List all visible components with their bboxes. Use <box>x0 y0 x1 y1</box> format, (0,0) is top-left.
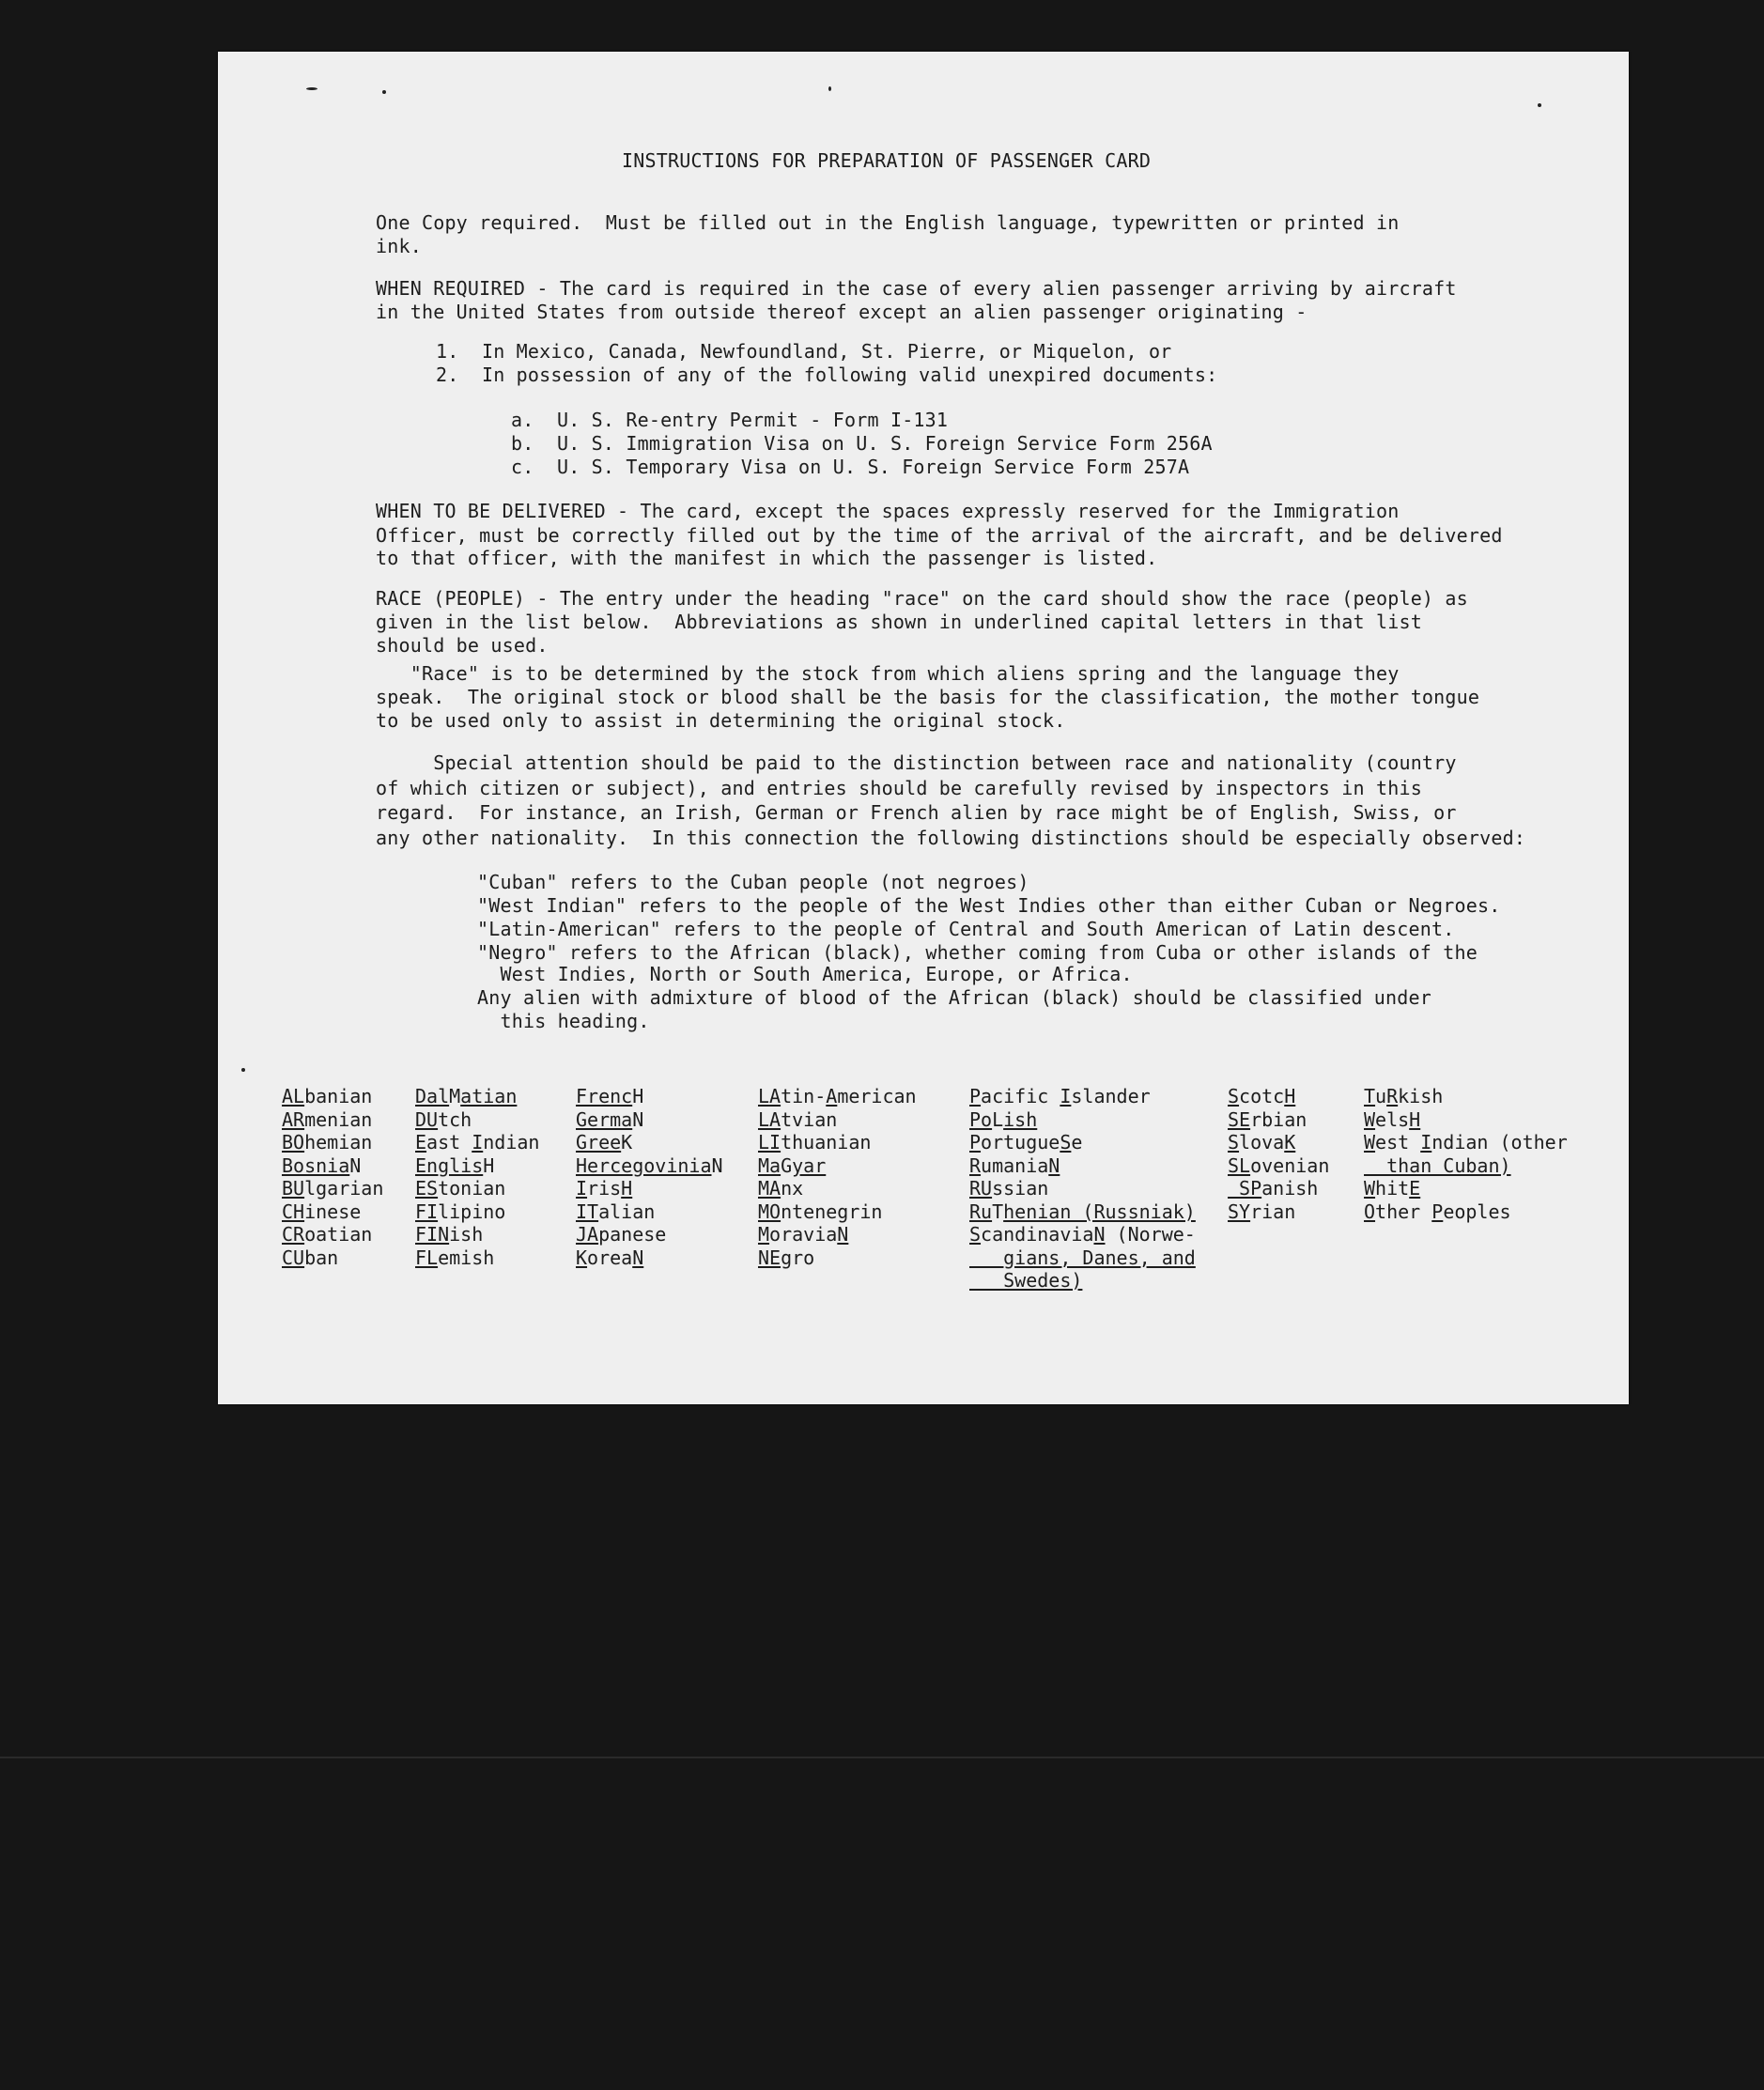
race-entry: DUtch <box>415 1107 472 1131</box>
race-column-5 <box>969 1085 1196 1293</box>
race-entry: SPanish <box>1228 1177 1319 1200</box>
numbered-item-2: 2. In possession of any of the following valid unexpired documents: <box>436 364 1218 386</box>
film-edge-line <box>0 1757 1764 1758</box>
race-entry: SLovenian <box>1228 1153 1330 1177</box>
race-entry: MOntenegrin <box>758 1200 883 1223</box>
race-entry: West Indian (other <box>1364 1131 1568 1153</box>
race-column-6 <box>1228 1085 1329 1223</box>
race-entry: PortugueSe <box>969 1131 1083 1153</box>
special-line-1: Special attention should be paid to the distinction between race and nationality (country <box>376 751 1457 774</box>
race-entry: DalMatian <box>415 1085 518 1107</box>
race-entry: ARmenian <box>282 1107 373 1131</box>
race-entry: ScotcH <box>1228 1085 1296 1107</box>
race-entry: RuThenian (Russniak) <box>969 1200 1196 1223</box>
lettered-item-a: a. U. S. Re-entry Permit - Form I-131 <box>511 409 949 431</box>
when-delivered-line-1: WHEN TO BE DELIVERED - The card, except the spaces expressly reserved for the Immigration <box>376 500 1400 522</box>
lettered-item-c: c. U. S. Temporary Visa on U. S. Foreign Service Form 257A <box>511 456 1190 478</box>
race-entry: GreeK <box>576 1131 633 1153</box>
speck <box>382 90 386 94</box>
race-column-2 <box>415 1085 539 1269</box>
race-def-line-2: speak. The original stock or blood shall be the basis for the classification, the mother tongue <box>376 686 1480 708</box>
race-people-line-3: should be used. <box>376 634 549 657</box>
lettered-item-b: b. U. S. Immigration Visa on U. S. Foreign Service Form 256A <box>511 432 1213 455</box>
distinction-line-2: "West Indian" refers to the people of the West Indies other than either Cuban or Negroes. <box>477 894 1501 917</box>
race-column-3 <box>576 1085 723 1269</box>
special-line-4: any other nationality. In this connection the following distinctions should be especially observed: <box>376 827 1526 849</box>
speck <box>828 86 831 91</box>
race-entry: BUlgarian <box>282 1177 384 1200</box>
race-entry: MoraviaN <box>758 1223 849 1246</box>
race-entry: RUssian <box>969 1177 1049 1200</box>
race-entry: WhitE <box>1364 1177 1421 1200</box>
race-entry: BOhemian <box>282 1131 373 1153</box>
race-entry: gians, Danes, and <box>969 1246 1196 1269</box>
special-line-2: of which citizen or subject), and entries should be carefully revised by inspectors in this <box>376 777 1422 799</box>
intro-line-2: ink. <box>376 235 422 257</box>
document-page <box>218 52 1629 1404</box>
speck <box>306 87 317 90</box>
race-entry: FINish <box>415 1223 484 1246</box>
race-entry: CRoatian <box>282 1223 373 1246</box>
race-entry: LAtvian <box>758 1107 838 1131</box>
race-entry: HercegoviniaN <box>576 1153 723 1177</box>
race-entry: GermaN <box>576 1107 644 1131</box>
race-entry: EnglisH <box>415 1153 495 1177</box>
race-entry: SYrian <box>1228 1200 1296 1223</box>
race-entry: SlovaK <box>1228 1131 1296 1153</box>
race-entry: BosniaN <box>282 1153 362 1177</box>
race-entry: Swedes) <box>969 1269 1083 1292</box>
intro-line-1: One Copy required. Must be filled out in the English language, typewritten or printed in <box>376 211 1400 234</box>
distinction-line-6: Any alien with admixture of blood of the African (black) should be classified under <box>477 986 1432 1009</box>
race-def-line-3: to be used only to assist in determining the original stock. <box>376 709 1066 732</box>
race-entry: SErbian <box>1228 1107 1308 1131</box>
race-entry: ScandinaviaN (Norwe- <box>969 1223 1196 1246</box>
race-entry: LAtin-American <box>758 1085 917 1107</box>
distinction-line-1: "Cuban" refers to the Cuban people (not negroes) <box>477 871 1029 893</box>
race-entry: Other Peoples <box>1364 1200 1511 1223</box>
distinction-line-7: this heading. <box>477 1010 650 1032</box>
race-entry: MAnx <box>758 1177 804 1200</box>
race-entry: East Indian <box>415 1131 540 1153</box>
race-column-1 <box>282 1085 383 1269</box>
race-entry: WelsH <box>1364 1107 1421 1131</box>
when-required-line-1: WHEN REQUIRED - The card is required in the case of every alien passenger arriving by aircraft <box>376 277 1457 300</box>
speck <box>241 1068 245 1072</box>
race-entry: than Cuban) <box>1364 1153 1511 1177</box>
race-entry: LIthuanian <box>758 1131 872 1153</box>
race-entry: FrencH <box>576 1085 644 1107</box>
race-entry: MaGyar <box>758 1153 827 1177</box>
speck <box>1538 103 1541 107</box>
race-def-line-1: "Race" is to be determined by the stock from which aliens spring and the language they <box>376 662 1400 685</box>
race-entry: TuRkish <box>1364 1085 1444 1107</box>
distinction-line-5: West Indies, North or South America, Europe, or Africa. <box>477 963 1133 985</box>
special-line-3: regard. For instance, an Irish, German or French alien by race might be of English, Swiss, or <box>376 801 1457 824</box>
race-entry: Pacific Islander <box>969 1085 1151 1107</box>
document-title: INSTRUCTIONS FOR PREPARATION OF PASSENGER CARD <box>622 149 1152 172</box>
race-entry: IrisH <box>576 1177 633 1200</box>
race-entry: PoLish <box>969 1107 1038 1131</box>
race-entry: ALbanian <box>282 1085 373 1107</box>
race-entry: RumaniaN <box>969 1153 1060 1177</box>
numbered-item-1: 1. In Mexico, Canada, Newfoundland, St. Pierre, or Miquelon, or <box>436 340 1172 363</box>
when-required-line-2: in the United States from outside thereof except an alien passenger originating - <box>376 301 1308 323</box>
race-entry: NEgro <box>758 1246 815 1269</box>
race-people-line-1: RACE (PEOPLE) - The entry under the heading "race" on the card should show the race (people) as <box>376 587 1468 610</box>
distinction-line-4: "Negro" refers to the African (black), whether coming from Cuba or other islands of the <box>477 941 1478 964</box>
race-entry: FIlipino <box>415 1200 506 1223</box>
race-entry: EStonian <box>415 1177 506 1200</box>
race-people-line-2: given in the list below. Abbreviations as shown in underlined capital letters in that list <box>376 611 1422 633</box>
race-entry: FLemish <box>415 1246 495 1269</box>
race-entry: ITalian <box>576 1200 656 1223</box>
distinction-line-3: "Latin-American" refers to the people of Central and South American of Latin descent. <box>477 918 1455 940</box>
race-entry: JApanese <box>576 1223 667 1246</box>
race-entry: CHinese <box>282 1200 362 1223</box>
race-column-7 <box>1364 1085 1568 1223</box>
race-entry: CUban <box>282 1246 339 1269</box>
when-delivered-line-2: Officer, must be correctly filled out by the time of the arrival of the aircraft, and be delivered <box>376 524 1503 547</box>
when-delivered-line-3: to that officer, with the manifest in which the passenger is listed. <box>376 547 1158 569</box>
race-column-4 <box>758 1085 917 1269</box>
race-entry: KoreaN <box>576 1246 644 1269</box>
